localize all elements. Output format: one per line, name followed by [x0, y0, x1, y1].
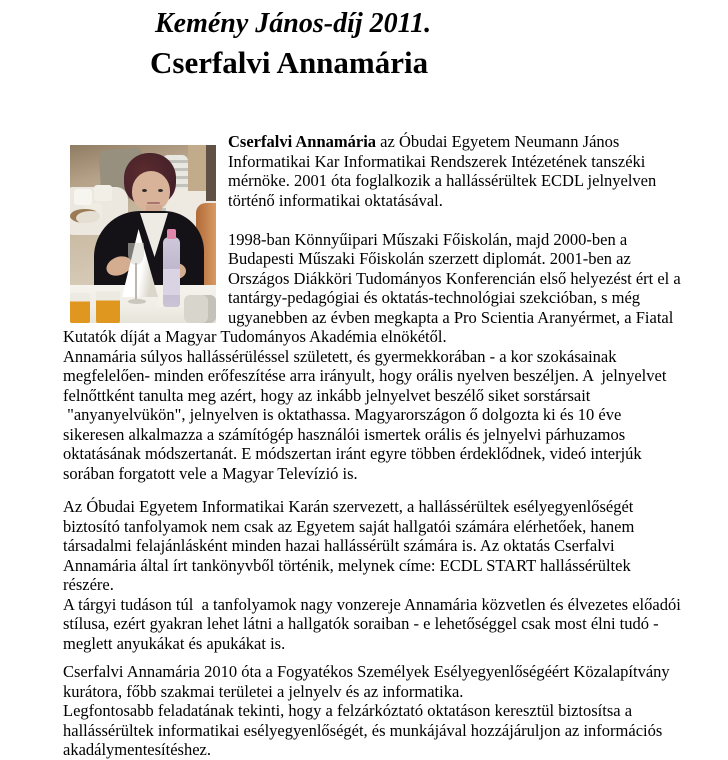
text-line: hallássérültek informatikai esélyegyenlőségét, és munkájával hozzájáruljon az információs — [63, 720, 663, 740]
text-line: akadálymentesítéshez. — [63, 740, 211, 759]
text-line: kurátora, főbb szakmai területei a jelnyelv és az informatika. — [63, 681, 464, 701]
paragraph-mission — [63, 701, 723, 760]
text-line: tantárgy-pedagógiai és oktatás-technológiai szekcióban, s még — [228, 288, 641, 307]
text-line — [228, 132, 723, 152]
text-line: Az Óbudai Egyetem Informatikai Karán szervezett, a hallássérültek esélyegyenlőségét — [63, 497, 634, 516]
text-line: sorában forgatott vele a Magyar Televízió is. — [63, 463, 358, 483]
paragraph-foundation — [63, 662, 723, 701]
text-line: Annamária súlyos hallássérüléssel született, és gyermekkorában - a kor szokásainak — [63, 346, 617, 366]
portrait-photo — [70, 145, 216, 323]
photo-foreground-dishes — [184, 295, 216, 323]
text-line: biztosító tanfolyamok nem csak az Egyetem saját hallgatói számára elérhetőek, hanem — [63, 516, 635, 536]
photo-doorway — [206, 145, 216, 201]
photo-juice-glass-1 — [70, 293, 90, 323]
photo-cake-plate — [70, 209, 100, 223]
text-line: Annamária által írt tankönyvből történik, melynek címe: ECDL START hallássérültek — [63, 555, 631, 575]
photo-woman-mouth — [147, 202, 160, 204]
photo-wine-glass-bowl — [128, 243, 144, 265]
text-line: 1998-ban Könnyűipari Műszaki Főiskolán, majd 2000-ben a — [228, 229, 628, 249]
text-line: A tárgyi tudáson túl a tanfolyamok nagy vonzereje Annamária közvetlen és élvezetes előadói — [63, 594, 681, 614]
text-line: Cserfalvi Annamária 2010 óta a Fogyatékos Személyek Esélyegyenlőségéért Közalapítvány — [63, 662, 670, 681]
photo-juice-glass-2 — [96, 291, 120, 323]
text-line: Kutatók díját a Magyar Tudományos Akadémia elnökétől. — [63, 327, 447, 346]
photo-woman-right-eye — [158, 189, 163, 192]
person-name-bold: Cserfalvi Annamária — [228, 132, 377, 151]
page-title-award: Kemény János-díj 2011. — [155, 8, 432, 39]
paragraph-spacer — [63, 483, 723, 497]
photo-bottle-cap — [167, 229, 176, 239]
text-line: stílusa, ezért gyakran lehet látni a hallgatók soraiban - e lehetőséggel csak most élni tudó - — [63, 614, 659, 633]
paragraph-spacer — [63, 653, 723, 662]
text-line: társadalmi felajánlásként minden hazai hallássérült számára is. Az oktatás Cserfalvi — [63, 536, 615, 555]
photo-dish-stack — [74, 189, 92, 205]
photo-bottle-label — [163, 269, 180, 295]
paragraph-sign-language — [63, 347, 723, 484]
text-line: "anyanyelvükön", jelnyelven is oktathassa. Magyarországon ő dolgozta ki és 10 éve — [63, 405, 622, 424]
text-line: oktatásának módszertanát. E módszertan iránt egyre többen érdeklődnek, videó interjúk — [63, 444, 642, 463]
text-line: sikeresen alkalmazza a számítógép használói ismertek orális és jelnyelvi párhuzamos — [63, 424, 626, 444]
text-line: Országos Diákköri Tudományos Konferencián első helyezést ért el a — [228, 268, 681, 288]
paragraph-teaching-style — [63, 595, 723, 654]
text-line: részére. — [63, 575, 114, 594]
photo-woman-left-eye — [142, 189, 147, 192]
text-line: Legfontosabb feladatának tekinti, hogy a felzárkóztató oktatáson keresztül biztosítsa a — [63, 701, 633, 720]
photo-wine-glass-stem — [135, 263, 137, 301]
text-line: ugyanebben az évben megkapta a Pro Scientia Aranyérmet, a Fiatal — [228, 307, 674, 327]
text-line: megfelelően- minden erőfeszítése arra irányult, hogy orális nyelven beszéljen. A jelnyelvet — [63, 366, 667, 385]
paragraph-spacer — [228, 210, 723, 230]
paragraph-courses — [63, 497, 723, 595]
page-title-name: Cserfalvi Annamária — [150, 45, 429, 80]
article-body — [63, 132, 723, 760]
text-line: mérnöke. 2001 óta foglalkozik a hallássérültek ECDL jelnyelven — [228, 171, 657, 190]
intro-line1-rest: az Óbudai Egyetem Neumann János — [376, 132, 620, 151]
text-line: meglett anyukákat és apukákat is. — [63, 633, 286, 653]
text-line: Informatikai Kar Informatikai Rendszerek Intézetének tanszéki — [228, 151, 646, 171]
text-line: történő informatikai oktatásával. — [228, 190, 443, 210]
photo-background-wall — [188, 145, 208, 191]
text-line: Budapesti Műszaki Főiskolán szerzett diplomát. 2001-ben az — [228, 249, 631, 268]
text-line: felnőttként tanulta meg azért, hogy az inkább jelnyelvet beszélő siket sorstársait — [63, 385, 591, 405]
photo-wine-glass-base — [128, 299, 146, 304]
